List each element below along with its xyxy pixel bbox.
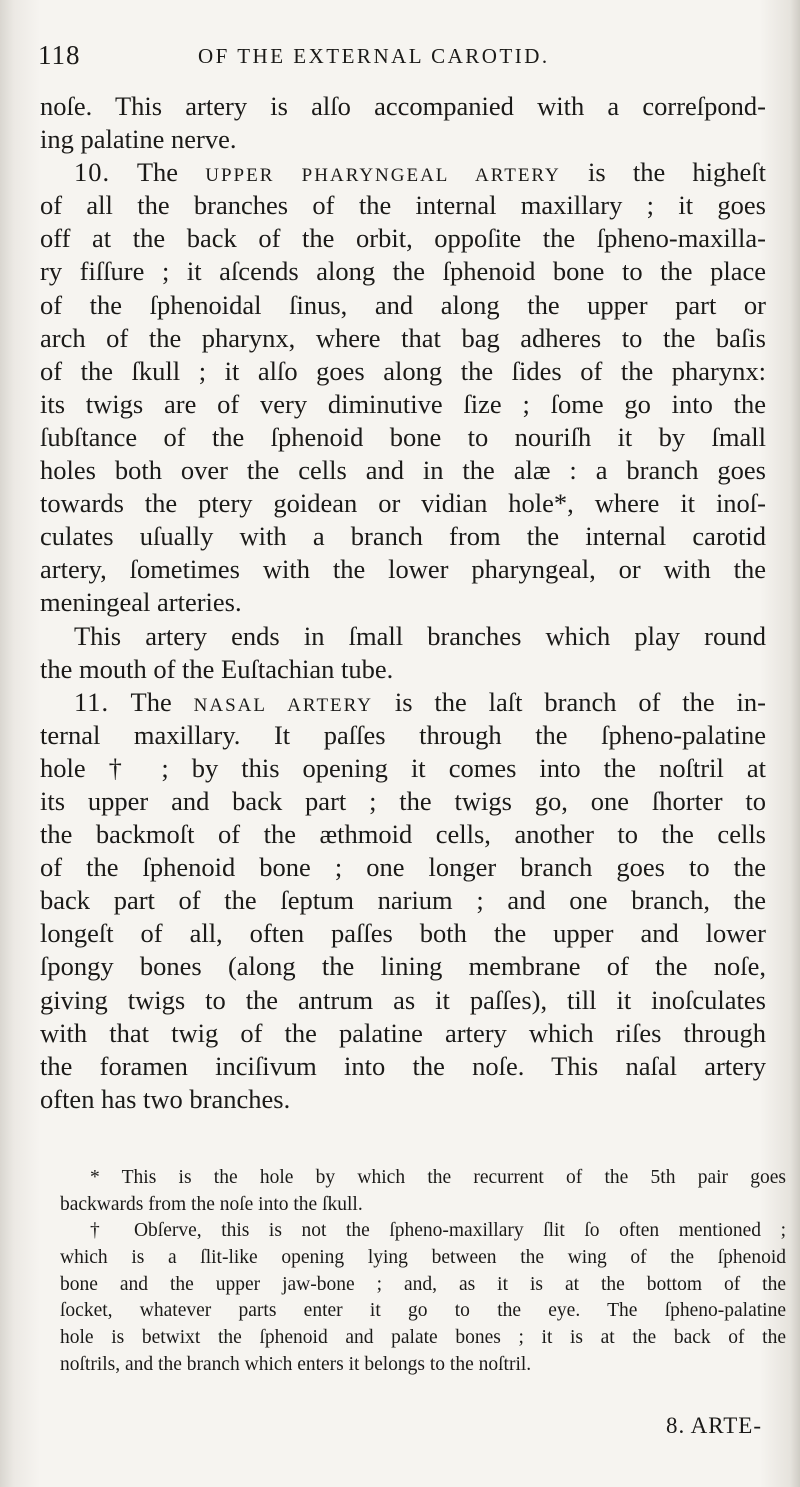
text-line: This artery ends in ſmall branches which play round [74,620,766,651]
text-line: its twigs are of very diminutive ſize ; ſome go into the [40,388,766,419]
footnote-line: ſocket, whatever parts enter it go to the eye. The ſpheno-palatine [60,1300,786,1322]
text-line: the foramen inciſivum into the noſe. This naſal artery [40,1050,766,1081]
footnote-line: bone and the upper jaw-bone ; and, as it is at the bottom of the [60,1273,786,1295]
paragraph-lead: The [130,686,172,717]
body-text [40,90,766,1116]
text-line: ſpongy bones (along the lining membrane of the noſe, [40,951,766,982]
footnote-line: which is a ſlit-like opening lying between the wing of the ſphenoid [60,1247,786,1269]
footnotes [60,1165,786,1379]
text-line: noſe. This artery is alſo accompanied with a correſpond- [40,91,766,121]
paragraph-number: 11. [74,686,110,717]
text-line: longeſt of all, often paſſes both the upper and lower [40,918,766,949]
catchword: 8. ARTE- [665,1413,762,1438]
text-line: with that twig of the palatine artery which riſes through [40,1017,766,1048]
footnote-line: hole is betwixt the ſphenoid and palate bones ; it is at the back of the [60,1327,786,1349]
text-line: meningeal arteries. [40,587,242,618]
text-line: ſubſtance of the ſphenoid bone to nouriſh it by ſmall [40,421,766,452]
footnote-line: noſtrils, and the branch which enters it belongs to the noſtril. [60,1353,532,1375]
artery-name: UPPER PHARYNGEAL ARTERY [205,165,561,187]
text-line: of all the branches of the internal maxillary ; it goes [40,190,766,221]
text-line: ternal maxillary. It paſſes through the ſpheno-palatine [40,719,766,750]
paragraph-number: 10. [74,157,111,188]
text-line: its upper and back part ; the twigs go, one ſhorter to [40,785,766,816]
running-head [38,40,762,72]
text-line: back part of the ſeptum narium ; and one branch, the [40,885,766,916]
footnote-line: backwards from the noſe into the ſkull. [60,1193,363,1215]
running-title: OF THE EXTERNAL CAROTID. [198,44,550,68]
text-fragment: is the laſt branch of the in- [394,686,766,717]
artery-name: NASAL ARTERY [193,694,374,716]
text-line: giving twigs to the antrum as it paſſes), till it inoſculates [40,984,766,1015]
text-line: the backmoſt of the æthmoid cells, another to the cells [40,819,766,850]
text-line: towards the ptery goidean or vidian hole*, where it inoſ- [40,488,766,519]
paragraph-lead: The [136,157,179,188]
text-line: the mouth of the Euſtachian tube. [40,653,394,684]
paragraph-11-first-line [40,686,766,719]
text-line: ing palatine nerve. [40,124,237,155]
text-line: culates uſually with a branch from the internal carotid [40,521,766,552]
text-line: off at the back of the orbit, oppoſite the ſpheno-maxilla- [40,223,766,254]
footnote-line: † Obſerve, this is not the ſpheno-maxillary ſlit ſo often mentioned ; [90,1220,786,1242]
text-line: of the ſphenoidal ſinus, and along the upper part or [40,289,766,320]
text-fragment: is the higheſt [587,157,766,188]
paragraph-10-first-line [40,156,766,189]
page-number: 118 [38,40,81,70]
text-line: ry fiſſure ; it aſcends along the ſphenoid bone to the place [40,256,766,287]
text-line: holes both over the cells and in the alæ : a branch goes [40,455,766,486]
text-line: arch of the pharynx, where that bag adheres to the baſis [40,322,766,353]
footnote-line: * This is the hole by which the recurrent of the 5th pair goes [90,1167,786,1188]
text-line: hole † ; by this opening it comes into the noſtril at [40,752,766,783]
text-line: often has two branches. [40,1083,291,1114]
text-line: artery, ſometimes with the lower pharyngeal, or with the [40,554,766,585]
text-line: of the ſkull ; it alſo goes along the ſides of the pharynx: [40,355,766,386]
text-line: of the ſphenoid bone ; one longer branch goes to the [40,852,766,883]
